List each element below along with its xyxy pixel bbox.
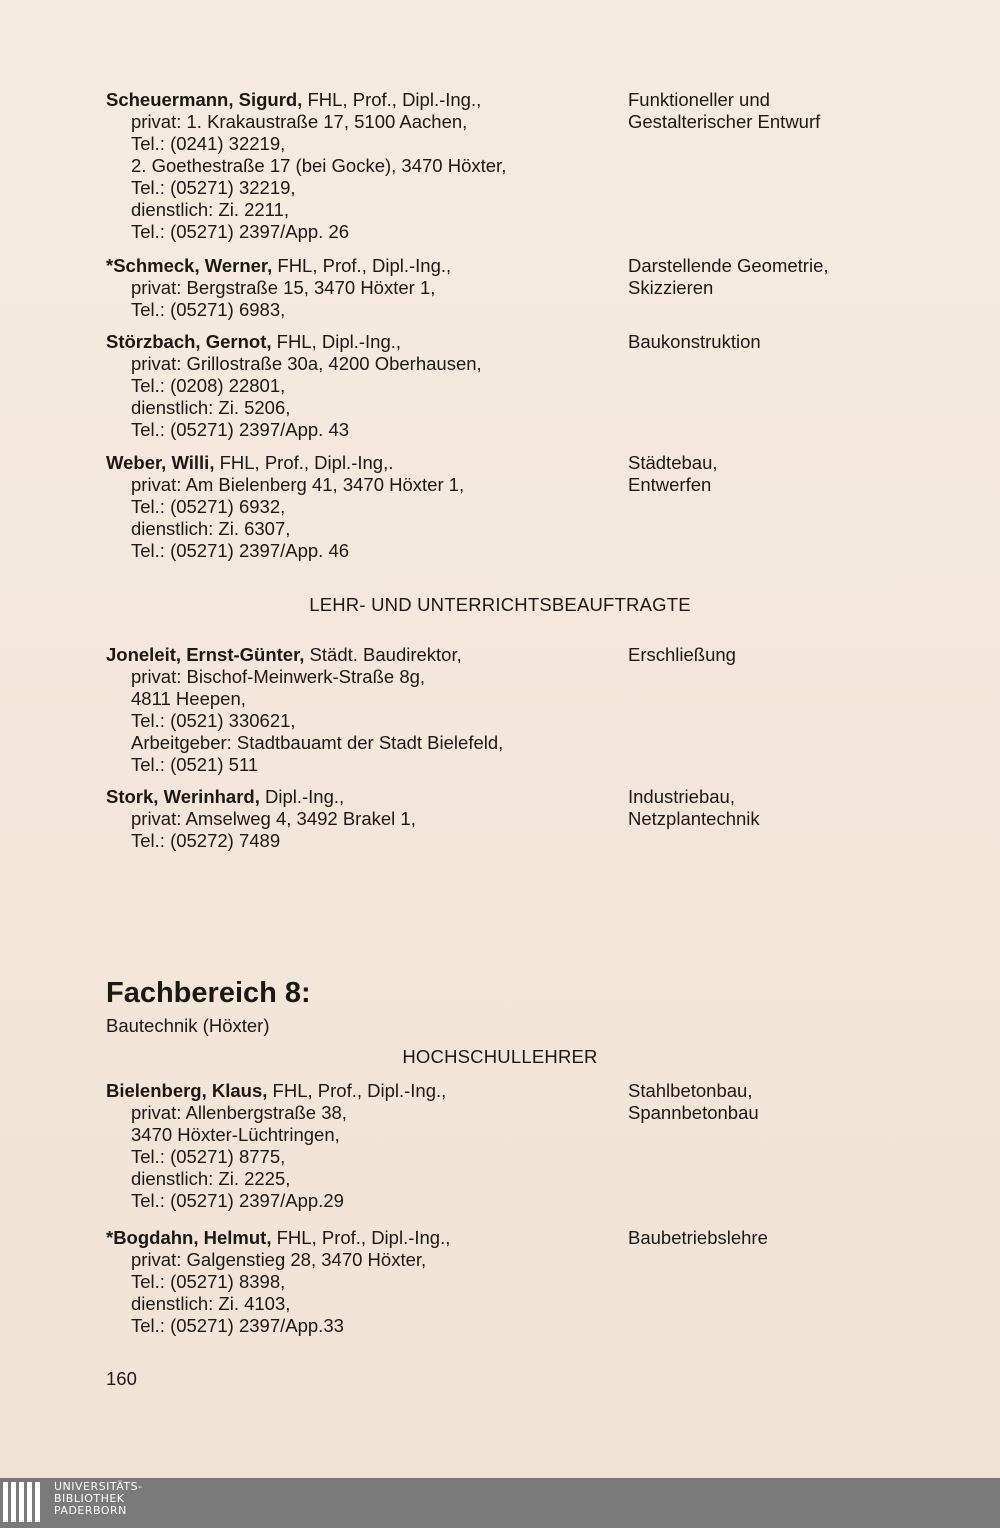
entry-person [106, 786, 416, 852]
detail-line: 2. Goethestraße 17 (bei Gocke), 3470 Höxter, [131, 155, 507, 176]
person-name: Stork, Werinhard, [106, 786, 260, 807]
subject-line: Darstellende Geometrie, [628, 255, 829, 276]
subject-line: Skizzieren [628, 277, 714, 298]
detail-line: Tel.: (05271) 2397/App. 26 [131, 221, 350, 242]
logo-line: PADERBORN [54, 1504, 127, 1517]
detail-line: 3470 Höxter-Lüchtringen, [131, 1124, 340, 1145]
person-name: Weber, Willi, [106, 452, 215, 473]
person-title: FHL, Dipl.-Ing., [271, 331, 402, 352]
person-title: FHL, Prof., Dipl.-Ing., [302, 89, 482, 110]
detail-line: dienstlich: Zi. 6307, [131, 518, 291, 539]
detail-line: privat: Galgenstieg 28, 3470 Höxter, [131, 1249, 427, 1270]
library-logo-text [54, 1481, 143, 1517]
person-title: FHL, Prof., Dipl.-Ing., [271, 1227, 451, 1248]
detail-line: Tel.: (05271) 32219, [131, 177, 296, 198]
subject-line: Baukonstruktion [628, 331, 761, 352]
subject-line: Spannbetonbau [628, 1102, 759, 1123]
detail-line: Tel.: (05271) 8398, [131, 1271, 286, 1292]
subject-line: Baubetriebslehre [628, 1227, 768, 1248]
subject-line: Entwerfen [628, 474, 712, 495]
detail-line: privat: Bergstraße 15, 3470 Höxter 1, [131, 277, 436, 298]
entry-subjects [628, 644, 736, 666]
entry-subjects [628, 786, 760, 830]
detail-line: Tel.: (05271) 2397/App. 43 [131, 419, 350, 440]
person-name: Störzbach, Gernot, [106, 331, 272, 352]
logo-line: UNIVERSITÄTS- [54, 1480, 143, 1493]
entry-person [106, 452, 464, 562]
subject-line: Städtebau, [628, 452, 718, 473]
detail-line: 4811 Heepen, [131, 688, 246, 709]
section-heading-lehrbeauftragte: LEHR- UND UNTERRICHTSBEAUFTRAGTE [309, 594, 691, 615]
entry-person [106, 1080, 446, 1212]
detail-line: dienstlich: Zi. 2211, [131, 199, 290, 220]
entry-person [106, 255, 451, 321]
person-name: *Bogdahn, Helmut, [106, 1227, 272, 1248]
subject-line: Industriebau, [628, 786, 735, 807]
detail-line: privat: Bischof-Meinwerk-Straße 8g, [131, 666, 426, 687]
person-title: FHL, Prof., Dipl.-Ing., [267, 1080, 447, 1101]
detail-line: Tel.: (05271) 6932, [131, 496, 286, 517]
detail-line: privat: Allenbergstraße 38, [131, 1102, 347, 1123]
detail-line: privat: 1. Krakaustraße 17, 5100 Aachen, [131, 111, 468, 132]
person-name: Joneleit, Ernst-Günter, [106, 644, 305, 665]
subject-line: Funktioneller und [628, 89, 770, 110]
entry-subjects [628, 1080, 759, 1124]
entry-person [106, 331, 482, 441]
detail-line: Tel.: (05271) 6983, [131, 299, 286, 320]
library-footer [0, 1478, 1000, 1528]
detail-line: Tel.: (0241) 32219, [131, 133, 286, 154]
entry-person [106, 89, 506, 243]
entry-subjects [628, 331, 761, 353]
detail-line: privat: Grillostraße 30a, 4200 Oberhausen, [131, 353, 482, 374]
person-title: Städt. Baudirektor, [304, 644, 462, 665]
logo-line: BIBLIOTHEK [54, 1492, 125, 1505]
detail-line: dienstlich: Zi. 2225, [131, 1168, 291, 1189]
fachbereich-title: Fachbereich 8: [106, 977, 311, 1009]
detail-line: Tel.: (05271) 2397/App.33 [131, 1315, 344, 1336]
page-number: 160 [106, 1368, 137, 1389]
detail-line: Tel.: (0208) 22801, [131, 375, 286, 396]
detail-line: privat: Amselweg 4, 3492 Brakel 1, [131, 808, 416, 829]
detail-line: Tel.: (0521) 511 [131, 754, 259, 775]
person-title: Dipl.-Ing., [259, 786, 345, 807]
detail-line: Tel.: (05271) 2397/App. 46 [131, 540, 350, 561]
detail-line: Tel.: (05272) 7489 [131, 830, 281, 851]
entry-subjects [628, 255, 829, 299]
detail-line: Tel.: (05271) 8775, [131, 1146, 286, 1167]
detail-line: Tel.: (0521) 330621, [131, 710, 296, 731]
entry-subjects [628, 89, 820, 133]
library-logo-icon [3, 1482, 47, 1526]
detail-line: Tel.: (05271) 2397/App.29 [131, 1190, 344, 1211]
detail-line: Arbeitgeber: Stadtbauamt der Stadt Bielefeld, [131, 732, 504, 753]
detail-line: dienstlich: Zi. 5206, [131, 397, 291, 418]
person-name: Bielenberg, Klaus, [106, 1080, 268, 1101]
entry-person [106, 1227, 450, 1337]
subject-line: Netzplantechnik [628, 808, 760, 829]
entry-subjects [628, 452, 718, 496]
person-name: *Schmeck, Werner, [106, 255, 273, 276]
entry-subjects [628, 1227, 768, 1249]
subject-line: Gestalterischer Entwurf [628, 111, 821, 132]
detail-line: privat: Am Bielenberg 41, 3470 Höxter 1, [131, 474, 465, 495]
person-name: Scheuermann, Sigurd, [106, 89, 303, 110]
person-title: FHL, Prof., Dipl.-Ing,. [214, 452, 394, 473]
fachbereich-subtitle: Bautechnik (Höxter) [106, 1015, 270, 1036]
subject-line: Stahlbetonbau, [628, 1080, 753, 1101]
entry-person [106, 644, 503, 776]
section-heading-hochschullehrer: HOCHSCHULLEHRER [402, 1046, 598, 1067]
subject-line: Erschließung [628, 644, 736, 665]
person-title: FHL, Prof., Dipl.-Ing., [272, 255, 452, 276]
detail-line: dienstlich: Zi. 4103, [131, 1293, 291, 1314]
